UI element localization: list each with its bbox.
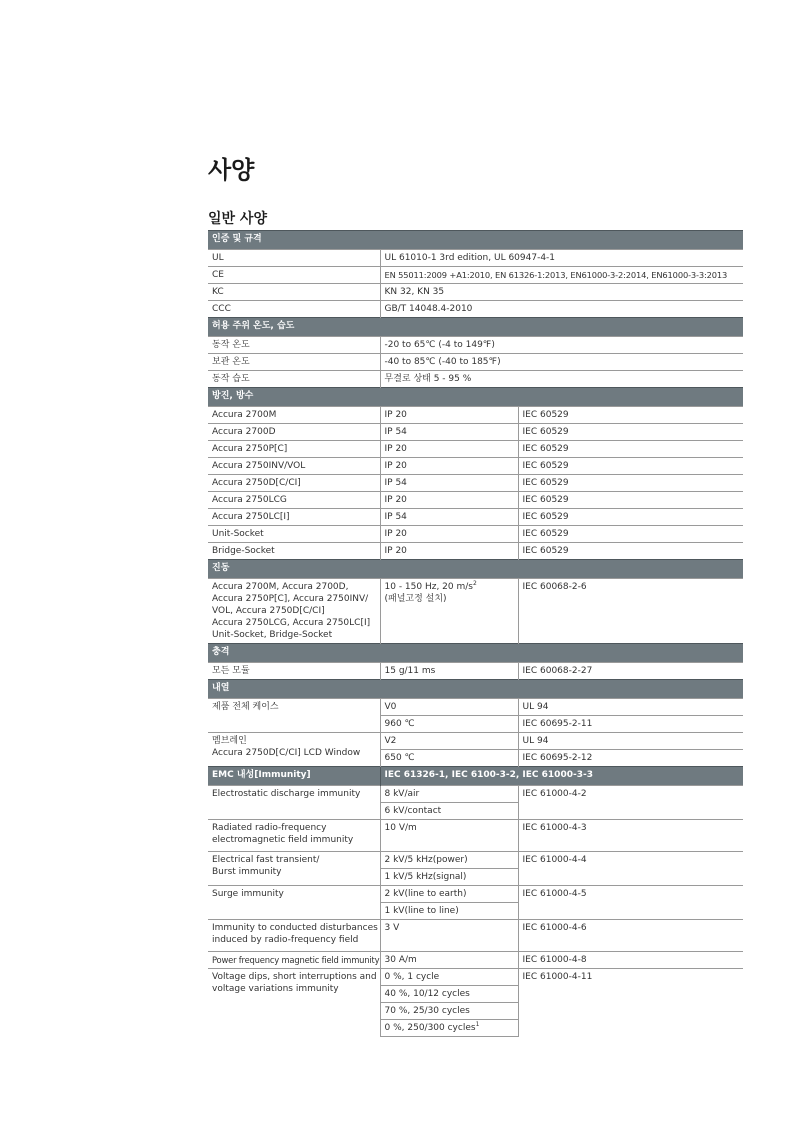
- row-label: [208, 969, 380, 1037]
- row-label: [208, 852, 380, 886]
- standard-cell: IEC 60529: [518, 492, 743, 509]
- table-row: [208, 475, 743, 492]
- model-list-cell: [208, 579, 380, 644]
- label-line: Accura 2750D[C/CI] LCD Window: [212, 748, 361, 758]
- table-row: [208, 458, 743, 475]
- table-row: [208, 284, 743, 301]
- standard-cell: IEC 60068-2-27: [518, 663, 743, 680]
- rating-cell: IP 54: [380, 475, 518, 492]
- section-header-vibration: [208, 560, 743, 579]
- row-label: Electrostatic discharge immunity: [208, 786, 380, 820]
- label-line: 멤브레인: [212, 736, 247, 746]
- rating-cell: IP 20: [380, 526, 518, 543]
- standard-cell: IEC 60529: [518, 458, 743, 475]
- table-row: [208, 407, 743, 424]
- label-line: Voltage dips, short interruptions and: [212, 972, 377, 982]
- row-value: 40 %, 10/12 cycles: [380, 986, 518, 1003]
- row-label: 동작 온도: [208, 337, 380, 354]
- row-label: 보관 온도: [208, 354, 380, 371]
- standard-cell: IEC 60695-2-12: [518, 750, 743, 767]
- row-value: 0 %, 1 cycle: [380, 969, 518, 986]
- row-value: KN 32, KN 35: [380, 284, 743, 301]
- row-value: EN 55011:2009 +A1:2010, EN 61326-1:2013, EN61000-3-2:2014, EN61000-3-3:2013: [380, 267, 743, 284]
- row-value: 1 kV/5 kHz(signal): [380, 869, 518, 886]
- section-label: 방진, 방수: [208, 388, 743, 407]
- standard-cell: UL 94: [518, 699, 743, 716]
- row-label: [208, 733, 380, 767]
- vibration-mount-note: (패널고정 설치): [384, 594, 447, 604]
- row-value: 15 g/11 ms: [380, 663, 518, 680]
- table-row: [208, 969, 743, 986]
- rating-cell: IP 20: [380, 458, 518, 475]
- model-cell: Accura 2750D[C/CI]: [208, 475, 380, 492]
- page-title: 사양: [208, 156, 255, 184]
- standard-cell: IEC 61000-4-11: [518, 969, 743, 1037]
- table-row: [208, 852, 743, 869]
- model-line: Accura 2750P[C], Accura 2750INV/: [212, 594, 369, 604]
- rating-cell: IP 54: [380, 424, 518, 441]
- vibration-value-cell: [380, 579, 518, 644]
- row-label: Power frequency magnetic field immunity: [208, 952, 380, 969]
- row-value: 960 ℃: [380, 716, 518, 733]
- row-value: GB/T 14048.4-2010: [380, 301, 743, 318]
- label-line: Radiated radio-frequency: [212, 823, 327, 833]
- section-header-emc: [208, 767, 743, 786]
- row-label: 동작 습도: [208, 371, 380, 388]
- model-line: VOL, Accura 2750D[C/CI]: [212, 606, 325, 616]
- section-header-temperature: [208, 318, 743, 337]
- table-row: [208, 267, 743, 284]
- row-value: 650 ℃: [380, 750, 518, 767]
- section-label: EMC 내성[Immunity]: [208, 767, 380, 786]
- row-label: KC: [208, 284, 380, 301]
- label-line: Electrical fast transient/: [212, 855, 320, 865]
- superscript: 2: [472, 580, 477, 587]
- section-label: 충격: [208, 644, 743, 663]
- label-line: voltage variations immunity: [212, 984, 339, 994]
- model-cell: Accura 2750LCG: [208, 492, 380, 509]
- table-row: [208, 492, 743, 509]
- row-value: 10 V/m: [380, 820, 518, 852]
- standard-cell: IEC 61000-4-5: [518, 886, 743, 920]
- row-value: V2: [380, 733, 518, 750]
- standard-cell: IEC 61000-4-4: [518, 852, 743, 886]
- standard-cell: UL 94: [518, 733, 743, 750]
- row-value: 2 kV(line to earth): [380, 886, 518, 903]
- standard-cell: IEC 60695-2-11: [518, 716, 743, 733]
- table-row: [208, 886, 743, 903]
- section-label: 허용 주위 온도, 습도: [208, 318, 743, 337]
- table-row: [208, 820, 743, 852]
- row-value: -40 to 85℃ (-40 to 185℉): [380, 354, 743, 371]
- label-line: induced by radio-frequency field: [212, 935, 359, 945]
- model-cell: Bridge-Socket: [208, 543, 380, 560]
- table-row: [208, 354, 743, 371]
- table-row: [208, 733, 743, 750]
- standard-cell: IEC 61000-4-2: [518, 786, 743, 820]
- standard-cell: IEC 60529: [518, 509, 743, 526]
- standard-cell: IEC 60529: [518, 526, 743, 543]
- section-label: 인증 및 규격: [208, 231, 743, 250]
- row-value: 무결로 상태 5 - 95 %: [380, 371, 743, 388]
- section-header-shock: [208, 644, 743, 663]
- standard-cell: IEC 60529: [518, 543, 743, 560]
- table-row: [208, 371, 743, 388]
- table-row: [208, 250, 743, 267]
- row-label: [208, 920, 380, 952]
- vibration-value: 10 - 150 Hz, 20 $m/s^2$: [384, 580, 477, 592]
- row-value: -20 to 65℃ (-4 to 149℉): [380, 337, 743, 354]
- table-row: [208, 509, 743, 526]
- row-value: 2 kV/5 kHz(power): [380, 852, 518, 869]
- model-cell: Accura 2750LC[I]: [208, 509, 380, 526]
- standard-cell: IEC 60529: [518, 475, 743, 492]
- model-cell: Accura 2750P[C]: [208, 441, 380, 458]
- footnote-superscript: 1: [475, 1021, 480, 1028]
- row-value: 0 %, 250/300 cycles$^1$: [380, 1020, 518, 1037]
- table-row: [208, 663, 743, 680]
- row-label: [208, 820, 380, 852]
- row-label: CCC: [208, 301, 380, 318]
- section-label: 내열: [208, 680, 743, 699]
- table-row: [208, 952, 743, 969]
- section-header-ip-rating: [208, 388, 743, 407]
- label-line: Immunity to conducted disturbances: [212, 923, 378, 933]
- rating-cell: IP 54: [380, 509, 518, 526]
- model-cell: Accura 2750INV/VOL: [208, 458, 380, 475]
- row-label: UL: [208, 250, 380, 267]
- row-value: 6 kV/contact: [380, 803, 518, 820]
- standard-cell: IEC 60529: [518, 424, 743, 441]
- section-label: 진동: [208, 560, 743, 579]
- label-line: Burst immunity: [212, 867, 282, 877]
- rating-cell: IP 20: [380, 441, 518, 458]
- model-line: Accura 2750LCG, Accura 2750LC[I]: [212, 618, 371, 628]
- model-cell: Unit-Socket: [208, 526, 380, 543]
- row-value: 3 V: [380, 920, 518, 952]
- row-value: 8 kV/air: [380, 786, 518, 803]
- section-header-certification: [208, 231, 743, 250]
- standard-cell: IEC 60529: [518, 407, 743, 424]
- rating-cell: IP 20: [380, 492, 518, 509]
- model-line: Accura 2700M, Accura 2700D,: [212, 582, 349, 592]
- standard-cell: IEC 60529: [518, 441, 743, 458]
- model-line: Unit-Socket, Bridge-Socket: [212, 630, 333, 640]
- table-row: [208, 301, 743, 318]
- row-label: CE: [208, 267, 380, 284]
- table-row: [208, 786, 743, 803]
- table-row: [208, 337, 743, 354]
- row-label: Surge immunity: [208, 886, 380, 920]
- standard-cell: IEC 61000-4-6: [518, 920, 743, 952]
- row-value: 1 kV(line to line): [380, 903, 518, 920]
- standard-cell: IEC 60068-2-6: [518, 579, 743, 644]
- table-row: [208, 920, 743, 952]
- rating-cell: IP 20: [380, 543, 518, 560]
- table-row: [208, 579, 743, 644]
- table-row: [208, 424, 743, 441]
- emc-standard-label: IEC 61326-1, IEC 6100-3-2, IEC 61000-3-3: [380, 767, 743, 786]
- row-value: 70 %, 25/30 cycles: [380, 1003, 518, 1020]
- standard-cell: IEC 61000-4-3: [518, 820, 743, 852]
- row-label: 모든 모듈: [208, 663, 380, 680]
- standard-cell: IEC 61000-4-8: [518, 952, 743, 969]
- row-label: 제품 전체 케이스: [208, 699, 380, 733]
- table-row: [208, 699, 743, 716]
- rating-cell: IP 20: [380, 407, 518, 424]
- section-title: 일반 사양: [208, 211, 267, 227]
- table-row: [208, 526, 743, 543]
- table-row: [208, 441, 743, 458]
- table-row: [208, 543, 743, 560]
- section-header-heat-resistance: [208, 680, 743, 699]
- row-value: V0: [380, 699, 518, 716]
- row-value: UL 61010-1 3rd edition, UL 60947-4-1: [380, 250, 743, 267]
- model-cell: Accura 2700D: [208, 424, 380, 441]
- general-spec-table: [208, 230, 743, 1037]
- row-value: 30 A/m: [380, 952, 518, 969]
- label-line: electromagnetic field immunity: [212, 835, 354, 845]
- model-cell: Accura 2700M: [208, 407, 380, 424]
